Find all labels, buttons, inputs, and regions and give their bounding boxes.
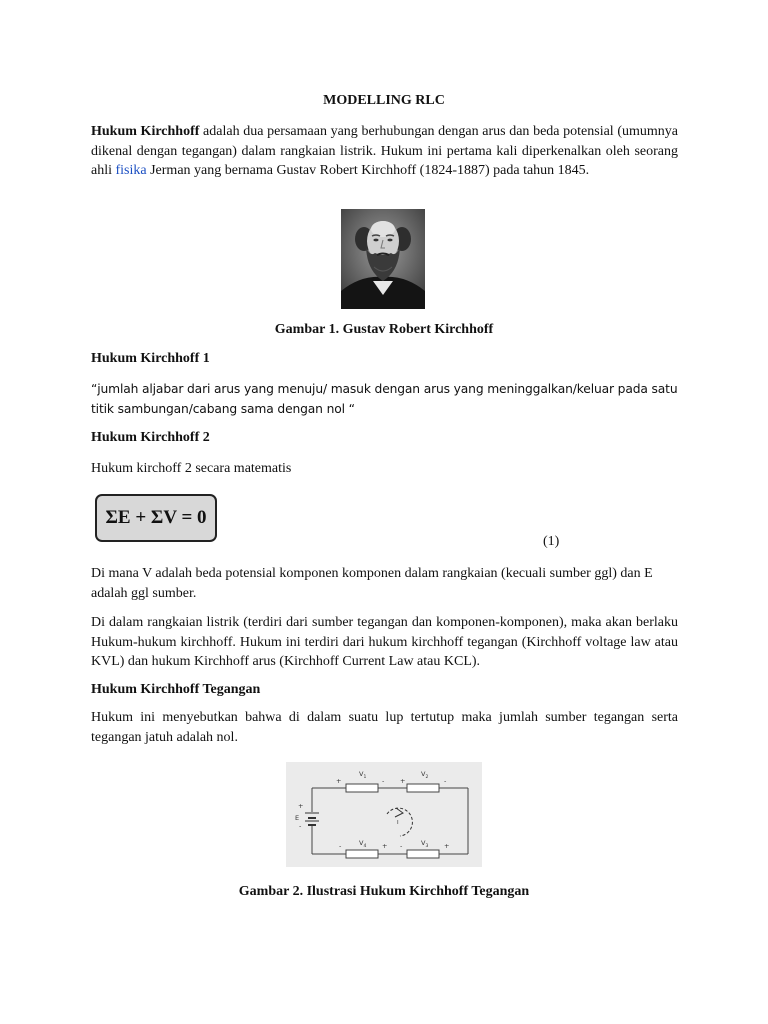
label-v1: $V_1$ bbox=[359, 770, 367, 780]
law2-intro: Hukum kirchoff 2 secara matematis bbox=[91, 461, 292, 476]
sign-v4-plus: + bbox=[382, 842, 388, 850]
label-v2: $V_2$ bbox=[421, 770, 429, 780]
resistor-v1 bbox=[346, 784, 378, 792]
figure2-caption: Gambar 2. Ilustrasi Hukum Kirchhoff Tegangan bbox=[238, 884, 530, 899]
label-v3: $V_3$ bbox=[421, 839, 429, 849]
sign-v2-plus: + bbox=[400, 777, 406, 785]
formula-box bbox=[95, 494, 217, 542]
intro-paragraph bbox=[91, 122, 678, 181]
sign-v1-minus: - bbox=[382, 777, 385, 785]
resistor-v4 bbox=[346, 850, 378, 858]
law1-heading: Hukum Kirchhoff 1 bbox=[91, 351, 210, 366]
sign-v4-minus: - bbox=[339, 842, 342, 850]
sign-v2-minus: - bbox=[444, 777, 447, 785]
sign-v3-plus: + bbox=[444, 842, 450, 850]
battery-icon bbox=[305, 813, 319, 825]
sign-e-minus: - bbox=[299, 822, 302, 830]
law1-quote: “jumlah aljabar dari arus yang menuju/ masuk dengan arus yang meninggalkan/keluar pada satu titik sambungan/cabang sama dengan nol “ bbox=[91, 382, 678, 416]
figure1-caption: Gambar 1. Gustav Robert Kirchhoff bbox=[274, 322, 494, 337]
intro-text-1: adalah dua persamaan yang berhubungan dengan arus dan beda potensial (umumnya dikenal dengan tegangan) dalam rangkaian listrik. Hukum ini pertama kali diperkenalkan oleh seorang ahli bbox=[91, 124, 678, 178]
document-title: MODELLING RLC bbox=[323, 93, 445, 108]
resistor-v2 bbox=[407, 784, 439, 792]
formula-text: ΣE + ΣV = 0 bbox=[105, 507, 207, 528]
intro-text-2: Jerman yang bernama Gustav Robert Kirchhoff (1824-1887) pada tahun 1845. bbox=[146, 163, 590, 178]
label-current-i: I bbox=[397, 820, 399, 826]
current-loop-arrow-icon bbox=[387, 808, 412, 836]
law2-heading: Hukum Kirchhoff 2 bbox=[91, 430, 210, 445]
kirchhoff-portrait bbox=[341, 209, 425, 309]
kvl-paragraph: Hukum ini menyebutkan bahwa di dalam suatu lup tertutup maka jumlah sumber tegangan serta tegangan jatuh adalah nol. bbox=[91, 710, 678, 745]
kvl-circuit-diagram bbox=[286, 762, 482, 867]
label-source-e: E bbox=[295, 814, 300, 822]
laws-paragraph: Di dalam rangkaian listrik (terdiri dari sumber tegangan dan komponen-komponen), maka akan berlaku Hukum-hukum kirchhoff. Hukum ini terdiri dari hukum kirchhoff tegangan (Kirchhoff voltage law atau KVL) dan hukum Kirchhoff arus (Kirchhoff Current Law atau KCL). bbox=[91, 615, 678, 669]
sign-v1-plus: + bbox=[336, 777, 342, 785]
fisika-link[interactable]: fisika bbox=[115, 163, 147, 178]
resistor-v3 bbox=[407, 850, 439, 858]
sign-v3-minus: - bbox=[400, 842, 403, 850]
sign-e-plus: + bbox=[298, 802, 304, 810]
equation-number: (1) bbox=[543, 534, 560, 549]
law2-explanation: Di mana V adalah beda potensial komponen komponen dalam rangkaian (kecuali sumber ggl) dan E adalah ggl sumber. bbox=[91, 566, 653, 601]
label-v4: $V_4$ bbox=[359, 839, 367, 849]
kvl-heading: Hukum Kirchhoff Tegangan bbox=[91, 682, 261, 697]
intro-bold-term: Hukum Kirchhoff bbox=[91, 124, 200, 139]
